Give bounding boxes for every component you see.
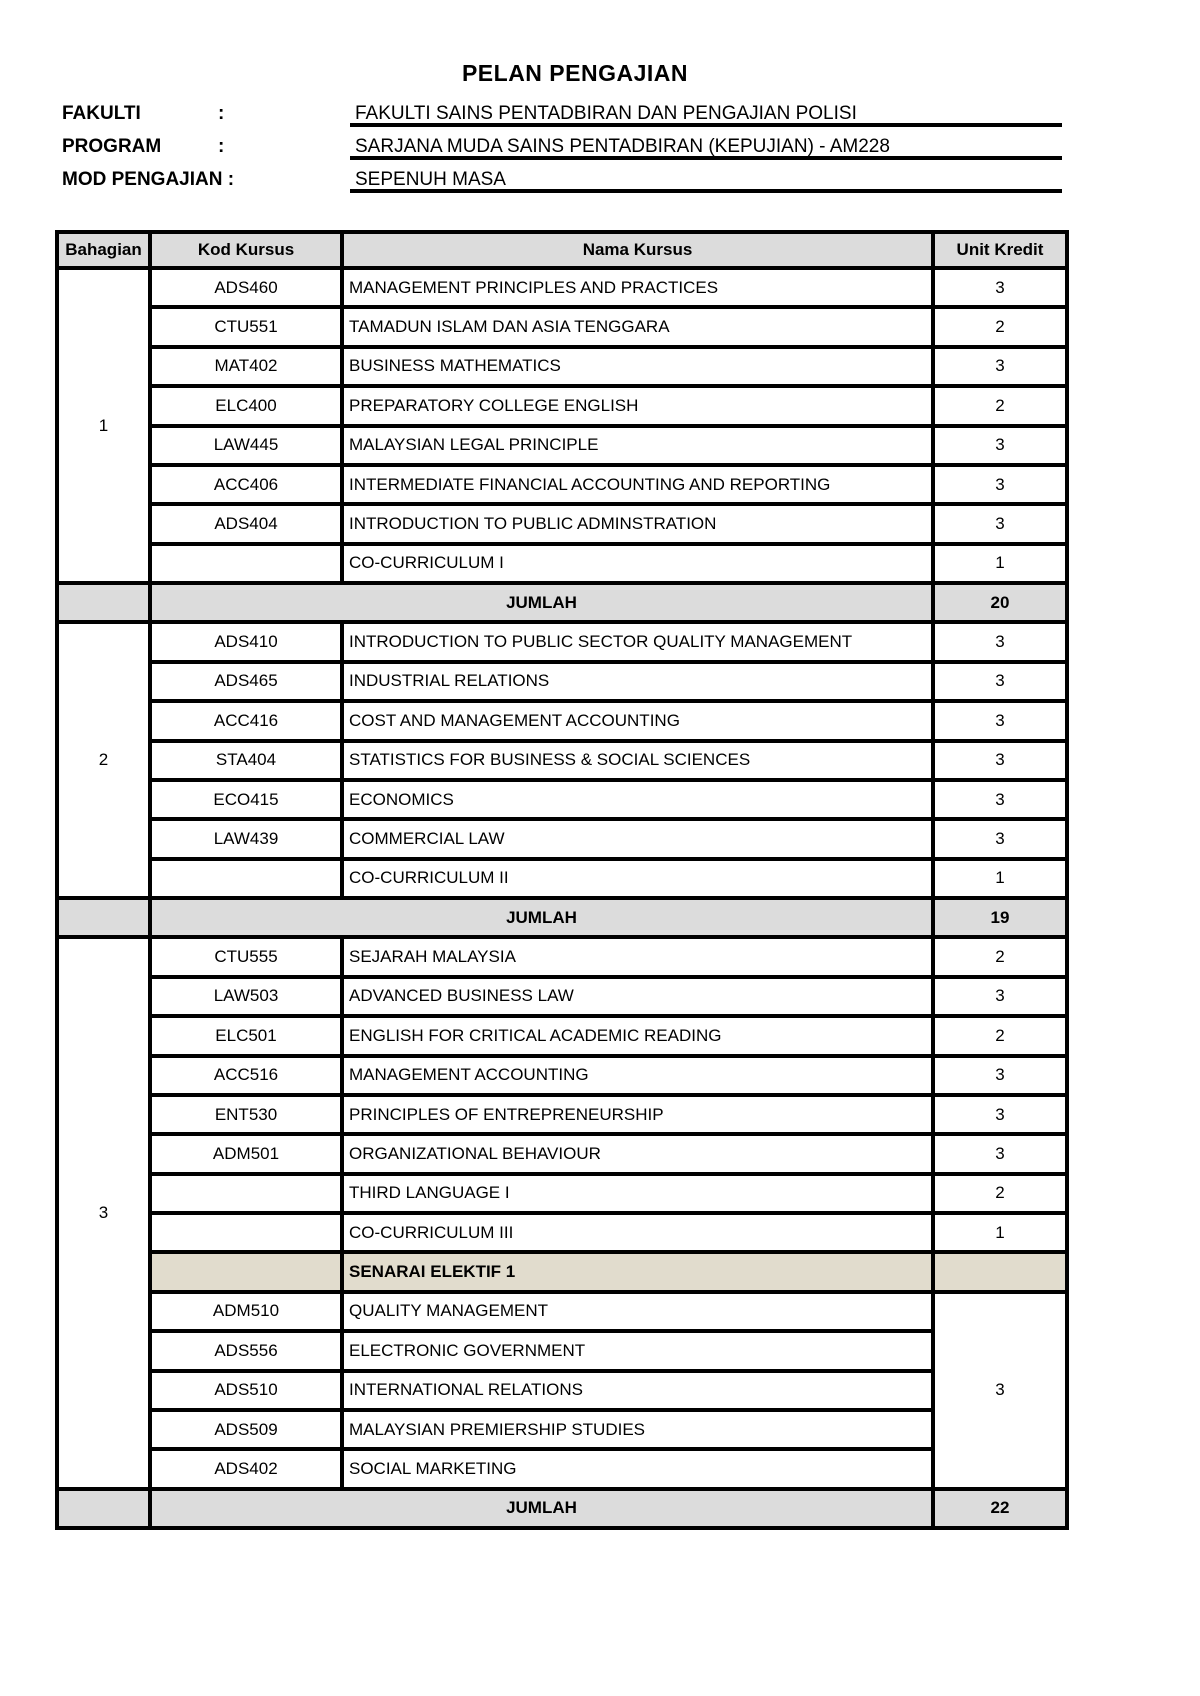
elective-header-row (57, 1252, 1067, 1291)
bahagian-cell: 3 (57, 937, 150, 1488)
elective-row (57, 1449, 1067, 1488)
nama-kursus-cell: ADVANCED BUSINESS LAW (342, 977, 933, 1016)
table-row (57, 819, 1067, 858)
nama-kursus-cell: MANAGEMENT PRINCIPLES AND PRACTICES (342, 268, 933, 307)
table-row (57, 1134, 1067, 1173)
kod-kursus-cell: LAW445 (150, 426, 342, 465)
kod-kursus-cell: MAT402 (150, 347, 342, 386)
meta-value-mod: SEPENUH MASA (350, 169, 1062, 193)
table-row (57, 780, 1067, 819)
table-row (57, 1095, 1067, 1134)
total-label-cell: JUMLAH (150, 1489, 933, 1528)
nama-kursus-cell: STATISTICS FOR BUSINESS & SOCIAL SCIENCES (342, 741, 933, 780)
table-row (57, 937, 1067, 976)
kod-kursus-cell: ACC416 (150, 701, 342, 740)
total-row (57, 1489, 1067, 1528)
table-row (57, 307, 1067, 346)
table-row (57, 1213, 1067, 1252)
kod-kursus-cell: LAW503 (150, 977, 342, 1016)
table-row (57, 662, 1067, 701)
total-label-cell: JUMLAH (150, 898, 933, 937)
header-bahagian: Bahagian (57, 232, 150, 268)
unit-kredit-cell: 3 (933, 347, 1067, 386)
total-row (57, 898, 1067, 937)
kod-kursus-cell: ADS465 (150, 662, 342, 701)
unit-kredit-cell: 3 (933, 741, 1067, 780)
kod-kursus-cell: ECO415 (150, 780, 342, 819)
meta-label: MOD PENGAJIAN : (62, 169, 235, 190)
kod-kursus-cell: CTU555 (150, 937, 342, 976)
nama-kursus-cell: MALAYSIAN PREMIERSHIP STUDIES (342, 1410, 933, 1449)
unit-kredit-cell: 3 (933, 426, 1067, 465)
unit-kredit-cell: 3 (933, 504, 1067, 543)
unit-kredit-cell: 3 (933, 1056, 1067, 1095)
elective-unit-kredit-cell: 3 (933, 1292, 1067, 1489)
total-blank-cell (57, 898, 150, 937)
elective-kod-cell (150, 1252, 342, 1291)
table-row (57, 1174, 1067, 1213)
nama-kursus-cell: SEJARAH MALAYSIA (342, 937, 933, 976)
kod-kursus-cell: ACC516 (150, 1056, 342, 1095)
nama-kursus-cell: QUALITY MANAGEMENT (342, 1292, 933, 1331)
total-blank-cell (57, 1489, 150, 1528)
table-row (57, 701, 1067, 740)
elective-row (57, 1331, 1067, 1370)
kod-kursus-cell: ADM501 (150, 1134, 342, 1173)
elective-row (57, 1410, 1067, 1449)
kod-kursus-cell: ELC400 (150, 386, 342, 425)
table-row (57, 622, 1067, 661)
unit-kredit-cell: 3 (933, 977, 1067, 1016)
kod-kursus-cell: ELC501 (150, 1016, 342, 1055)
unit-kredit-cell: 3 (933, 662, 1067, 701)
unit-kredit-cell: 2 (933, 1174, 1067, 1213)
nama-kursus-cell: ECONOMICS (342, 780, 933, 819)
table-row (57, 1016, 1067, 1055)
meta-label: PROGRAM (62, 136, 162, 157)
nama-kursus-cell: INTRODUCTION TO PUBLIC SECTOR QUALITY MANAGEMENT (342, 622, 933, 661)
table-header-row (57, 232, 1067, 268)
table-row (57, 347, 1067, 386)
elective-row (57, 1292, 1067, 1331)
table-row (57, 268, 1067, 307)
total-label-cell: JUMLAH (150, 583, 933, 622)
nama-kursus-cell: THIRD LANGUAGE I (342, 1174, 933, 1213)
nama-kursus-cell: ELECTRONIC GOVERNMENT (342, 1331, 933, 1370)
meta-value-program: SARJANA MUDA SAINS PENTADBIRAN (KEPUJIAN) - AM228 (350, 136, 1062, 160)
nama-kursus-cell: SOCIAL MARKETING (342, 1449, 933, 1488)
table-row (57, 1056, 1067, 1095)
header-nama-kursus: Nama Kursus (342, 232, 933, 268)
header-kod-kursus: Kod Kursus (150, 232, 342, 268)
unit-kredit-cell: 3 (933, 1134, 1067, 1173)
nama-kursus-cell: TAMADUN ISLAM DAN ASIA TENGGARA (342, 307, 933, 346)
nama-kursus-cell: MANAGEMENT ACCOUNTING (342, 1056, 933, 1095)
header-unit-kredit: Unit Kredit (933, 232, 1067, 268)
meta-row-mod (62, 163, 1062, 193)
unit-kredit-cell: 3 (933, 465, 1067, 504)
table-row (57, 859, 1067, 898)
nama-kursus-cell: MALAYSIAN LEGAL PRINCIPLE (342, 426, 933, 465)
unit-kredit-cell: 3 (933, 622, 1067, 661)
kod-kursus-cell: ADS404 (150, 504, 342, 543)
total-row (57, 583, 1067, 622)
meta-colon: : (218, 136, 225, 157)
kod-kursus-cell: ENT530 (150, 1095, 342, 1134)
unit-kredit-cell: 2 (933, 307, 1067, 346)
unit-kredit-cell: 3 (933, 268, 1067, 307)
unit-kredit-cell: 3 (933, 1095, 1067, 1134)
kod-kursus-cell: ADS509 (150, 1410, 342, 1449)
table-row (57, 741, 1067, 780)
elective-label-cell: SENARAI ELEKTIF 1 (342, 1252, 933, 1291)
nama-kursus-cell: COMMERCIAL LAW (342, 819, 933, 858)
meta-row-program (62, 130, 1062, 160)
bahagian-cell: 2 (57, 622, 150, 898)
total-value-cell: 20 (933, 583, 1067, 622)
table-row (57, 977, 1067, 1016)
table-row (57, 386, 1067, 425)
table-row (57, 426, 1067, 465)
kod-kursus-cell (150, 1174, 342, 1213)
meta-value-fakulti: FAKULTI SAINS PENTADBIRAN DAN PENGAJIAN POLISI (350, 103, 1062, 127)
unit-kredit-cell: 2 (933, 937, 1067, 976)
table-body (57, 268, 1067, 1528)
nama-kursus-cell: CO-CURRICULUM II (342, 859, 933, 898)
nama-kursus-cell: BUSINESS MATHEMATICS (342, 347, 933, 386)
kod-kursus-cell (150, 1213, 342, 1252)
table-row (57, 544, 1067, 583)
nama-kursus-cell: PREPARATORY COLLEGE ENGLISH (342, 386, 933, 425)
total-blank-cell (57, 583, 150, 622)
kod-kursus-cell: CTU551 (150, 307, 342, 346)
unit-kredit-cell: 1 (933, 544, 1067, 583)
kod-kursus-cell: ADS402 (150, 1449, 342, 1488)
elective-unit-cell (933, 1252, 1067, 1291)
nama-kursus-cell: ENGLISH FOR CRITICAL ACADEMIC READING (342, 1016, 933, 1055)
kod-kursus-cell: ADS460 (150, 268, 342, 307)
total-value-cell: 22 (933, 1489, 1067, 1528)
meta-label: FAKULTI (62, 103, 141, 124)
table-row (57, 465, 1067, 504)
unit-kredit-cell: 2 (933, 1016, 1067, 1055)
table-row (57, 504, 1067, 543)
unit-kredit-cell: 3 (933, 701, 1067, 740)
kod-kursus-cell (150, 859, 342, 898)
meta-colon: : (218, 103, 225, 124)
elective-row (57, 1371, 1067, 1410)
kod-kursus-cell: ADM510 (150, 1292, 342, 1331)
kod-kursus-cell: STA404 (150, 741, 342, 780)
nama-kursus-cell: INDUSTRIAL RELATIONS (342, 662, 933, 701)
nama-kursus-cell: CO-CURRICULUM III (342, 1213, 933, 1252)
nama-kursus-cell: CO-CURRICULUM I (342, 544, 933, 583)
nama-kursus-cell: INTERMEDIATE FINANCIAL ACCOUNTING AND REPORTING (342, 465, 933, 504)
nama-kursus-cell: PRINCIPLES OF ENTREPRENEURSHIP (342, 1095, 933, 1134)
kod-kursus-cell (150, 544, 342, 583)
kod-kursus-cell: ADS410 (150, 622, 342, 661)
kod-kursus-cell: ADS556 (150, 1331, 342, 1370)
study-plan-table (55, 230, 1069, 1530)
nama-kursus-cell: ORGANIZATIONAL BEHAVIOUR (342, 1134, 933, 1173)
nama-kursus-cell: INTRODUCTION TO PUBLIC ADMINSTRATION (342, 504, 933, 543)
unit-kredit-cell: 1 (933, 859, 1067, 898)
unit-kredit-cell: 1 (933, 1213, 1067, 1252)
kod-kursus-cell: ADS510 (150, 1371, 342, 1410)
nama-kursus-cell: INTERNATIONAL RELATIONS (342, 1371, 933, 1410)
unit-kredit-cell: 3 (933, 819, 1067, 858)
bahagian-cell: 1 (57, 268, 150, 583)
kod-kursus-cell: ACC406 (150, 465, 342, 504)
unit-kredit-cell: 2 (933, 386, 1067, 425)
kod-kursus-cell: LAW439 (150, 819, 342, 858)
meta-row-fakulti (62, 97, 1062, 127)
total-value-cell: 19 (933, 898, 1067, 937)
nama-kursus-cell: COST AND MANAGEMENT ACCOUNTING (342, 701, 933, 740)
unit-kredit-cell: 3 (933, 780, 1067, 819)
page-title: PELAN PENGAJIAN (461, 60, 689, 86)
